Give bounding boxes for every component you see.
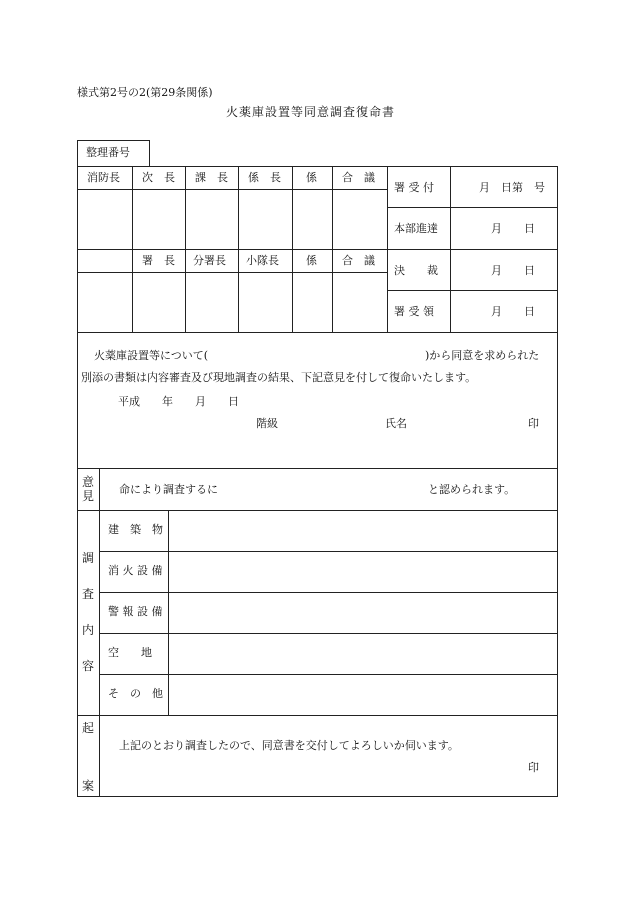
header-kakari: 係 xyxy=(306,171,317,184)
report-seal: 印 xyxy=(528,417,539,430)
draft-label-2: 案 xyxy=(81,779,94,793)
opinion-right-text: と認められます。 xyxy=(428,483,516,496)
header-kakari-2: 係 xyxy=(306,254,317,267)
header-shobocho: 消防長 xyxy=(87,171,120,184)
header-bunshocho: 分署長 xyxy=(193,254,226,267)
seiri-bango-label: 整理番号 xyxy=(86,146,130,159)
header-shotaicho: 小隊長 xyxy=(246,254,279,267)
header-gogi: 合 議 xyxy=(342,171,375,184)
juryo-date: 月 日 xyxy=(491,305,535,318)
header-kakaricho: 係 長 xyxy=(248,171,281,184)
report-line1-right: )から同意を求められた xyxy=(425,349,540,362)
report-date-line: 平成 年 月 日 xyxy=(118,395,239,408)
shojuku-date: 月 日第 号 xyxy=(479,181,545,194)
shojuku-label: 署 受 付 xyxy=(394,181,434,194)
opinion-left-text: 命により調査するに xyxy=(119,483,218,496)
opinion-label-1: 意 xyxy=(81,475,94,489)
rank-label: 階級 xyxy=(256,417,278,430)
header-jicho: 次 長 xyxy=(142,171,175,184)
survey-label-4: 容 xyxy=(81,659,94,673)
survey-item-alarm-equipment: 警 報 設 備 xyxy=(108,605,163,618)
survey-label-2: 査 xyxy=(81,587,94,601)
header-gogi-2: 合 議 xyxy=(342,254,375,267)
opinion-label-2: 見 xyxy=(81,489,94,503)
kessai-date: 月 日 xyxy=(491,264,535,277)
report-line2: 別添の書類は内容審査及び現地調査の結果、下記意見を付して復命いたします。 xyxy=(81,371,477,384)
draft-text: 上記のとおり調査したので、同意書を交付してよろしいか伺います。 xyxy=(119,739,459,752)
survey-item-fire-equipment: 消 火 設 備 xyxy=(108,564,163,577)
honbu-label: 本部進達 xyxy=(394,222,438,235)
survey-label-3: 内 xyxy=(81,623,94,637)
form-id: 様式第2号の2(第29条関係) xyxy=(77,86,213,99)
survey-label-1: 調 xyxy=(81,551,94,565)
report-line1-left: 火薬庫設置等について( xyxy=(94,349,209,362)
survey-item-open-land: 空 地 xyxy=(108,646,152,659)
juryo-label: 署 受 領 xyxy=(394,305,434,318)
survey-item-building: 建 築 物 xyxy=(108,523,163,536)
draft-seal: 印 xyxy=(528,761,539,774)
header-shocho: 署 長 xyxy=(142,254,175,267)
kessai-label: 決 裁 xyxy=(394,264,438,277)
survey-item-other: そ の 他 xyxy=(108,687,163,700)
name-label: 氏名 xyxy=(385,417,407,430)
draft-label-1: 起 xyxy=(81,721,94,735)
honbu-date: 月 日 xyxy=(491,222,535,235)
document-title: 火薬庫設置等同意調査復命書 xyxy=(226,105,396,119)
header-kacho: 課 長 xyxy=(195,171,228,184)
